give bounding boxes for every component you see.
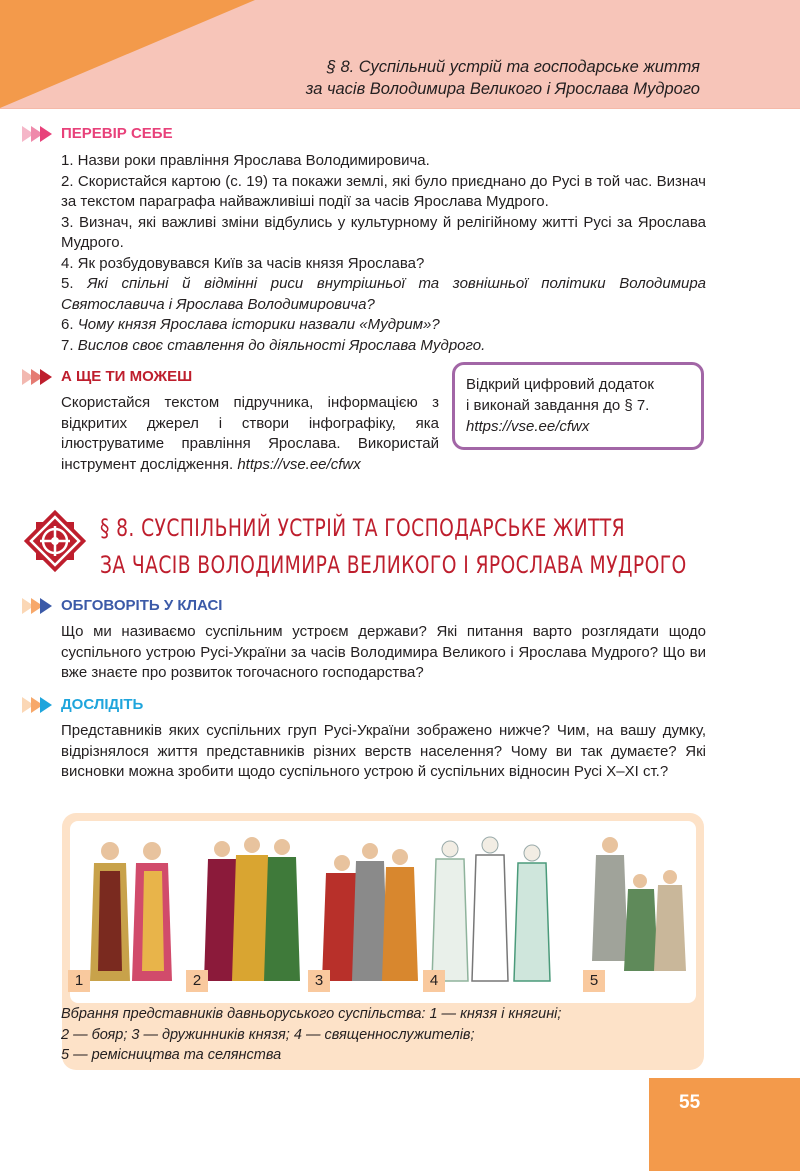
question-4: 4. Як розбудовувався Київ за часів князя Ярослава? bbox=[61, 254, 425, 272]
figure-caption bbox=[61, 1004, 701, 1066]
question-5-text: Які спільні й відмінні риси внутрішньої та зовнішньої політики Володимира Святославича і Ярослава Володимировича? bbox=[61, 275, 707, 313]
check-heading: ПЕРЕВІР СЕБЕ bbox=[61, 125, 173, 142]
callout-line2: і виконай завдання до § 7. bbox=[466, 397, 650, 414]
figure-label-3: 3 bbox=[308, 970, 330, 992]
question-5 bbox=[61, 274, 706, 315]
check-questions bbox=[61, 151, 706, 356]
more-heading: А ЩЕ ТИ МОЖЕШ bbox=[61, 368, 193, 385]
check-marker-icon bbox=[22, 126, 60, 142]
running-header bbox=[306, 56, 700, 100]
more-text: Скористайся текстом підручника, інформацією з відкритих джерел і створи інфографіку, яка ілюструватиме правління Ярослава. Використай інструмент дослідження. bbox=[61, 394, 439, 473]
figure-label-4: 4 bbox=[423, 970, 445, 992]
paragraph-title bbox=[100, 510, 687, 584]
explore-marker-icon bbox=[22, 697, 60, 713]
figure-label-5: 5 bbox=[583, 970, 605, 992]
ornament-emblem-icon bbox=[20, 506, 90, 576]
question-6-number: 6. bbox=[61, 316, 74, 333]
more-link[interactable]: https://vse.ee/cfwx bbox=[237, 455, 361, 473]
figure-group-1 bbox=[90, 842, 172, 981]
running-header-line2: за часів Володимира Великого і Ярослава Мудрого bbox=[305, 80, 700, 98]
explore-text: Представників яких суспільних груп Русі-України зображено нижче? Чим, на вашу думку, відрізнялося життя представників різних верств населення? Чому ви так думаєте? Які висновки можна зробити щодо суспільного устрою й суспільних відносин Русі X–XI ст.? bbox=[61, 722, 706, 780]
explore-heading: ДОСЛІДІТЬ bbox=[61, 696, 144, 713]
caption-line3: 5 — ремісництва та селянства bbox=[61, 1047, 282, 1063]
callout-line1: Відкрий цифровий додаток bbox=[466, 376, 654, 393]
figure-group-3 bbox=[322, 843, 418, 981]
discuss-text: Що ми називаємо суспільним устроєм держави? Які питання варто розглядати щодо суспільного устрою Русі-України за часів Володимира Великого і Ярослава Мудрого? Що ви вже знаєте про розвиток тогочасного господарства? bbox=[61, 623, 706, 681]
question-7-text: Вислов своє ставлення до діяльності Ярослава Мудрого. bbox=[77, 336, 486, 354]
question-7-number: 7. bbox=[61, 336, 74, 354]
more-marker-icon bbox=[22, 369, 60, 385]
header-divider bbox=[0, 108, 800, 109]
paragraph-title-line1: § 8. СУСПІЛЬНИЙ УСТРІЙ ТА ГОСПОДАРСЬКЕ ЖИТТЯ bbox=[100, 514, 626, 542]
figure-label-2: 2 bbox=[186, 970, 208, 992]
question-3: 3. Визнач, які важливі зміни відбулись у культурному й релігійному житті Русі за Ярослава Мудрого. bbox=[61, 213, 706, 251]
figure-label-1: 1 bbox=[68, 970, 90, 992]
paragraph-title-line2: ЗА ЧАСІВ ВОЛОДИМИРА ВЕЛИКОГО І ЯРОСЛАВА МУДРОГО bbox=[100, 551, 687, 579]
figure-group-2 bbox=[204, 837, 300, 981]
question-1: 1. Назви роки правління Ярослава Володимировича. bbox=[61, 152, 430, 169]
caption-line1: Вбрання представників давньоруського суспільства: 1 — князя і княгині; bbox=[61, 1006, 562, 1022]
running-header-line1: § 8. Суспільний устрій та господарське життя bbox=[326, 58, 700, 76]
question-6 bbox=[61, 315, 706, 336]
figure-group-5 bbox=[592, 837, 686, 971]
question-2: 2. Скористайся картою (с. 19) та покажи землі, які було приєднано до Русі в той час. Визнач за текстом параграфа найважливіші події за часів Ярослава Мудрого. bbox=[61, 172, 706, 210]
question-7 bbox=[61, 336, 706, 357]
discuss-heading: ОБГОВОРІТЬ У КЛАСІ bbox=[61, 597, 223, 614]
question-6-text: Чому князя Ярослава історики назвали «Мудрим»? bbox=[77, 316, 440, 333]
caption-line2: 2 — бояр; 3 — дружинників князя; 4 — священнослужителів; bbox=[61, 1026, 475, 1043]
figure-group-4 bbox=[432, 837, 550, 981]
header-orange-corner bbox=[0, 0, 255, 108]
page-number: 55 bbox=[679, 1092, 701, 1113]
discuss-marker-icon bbox=[22, 598, 60, 614]
more-text-block bbox=[61, 393, 439, 475]
question-5-number: 5. bbox=[61, 275, 74, 292]
page-number-block bbox=[649, 1078, 800, 1171]
callout-link[interactable]: https://vse.ee/cfwx bbox=[466, 418, 590, 435]
digital-callout bbox=[452, 362, 704, 450]
